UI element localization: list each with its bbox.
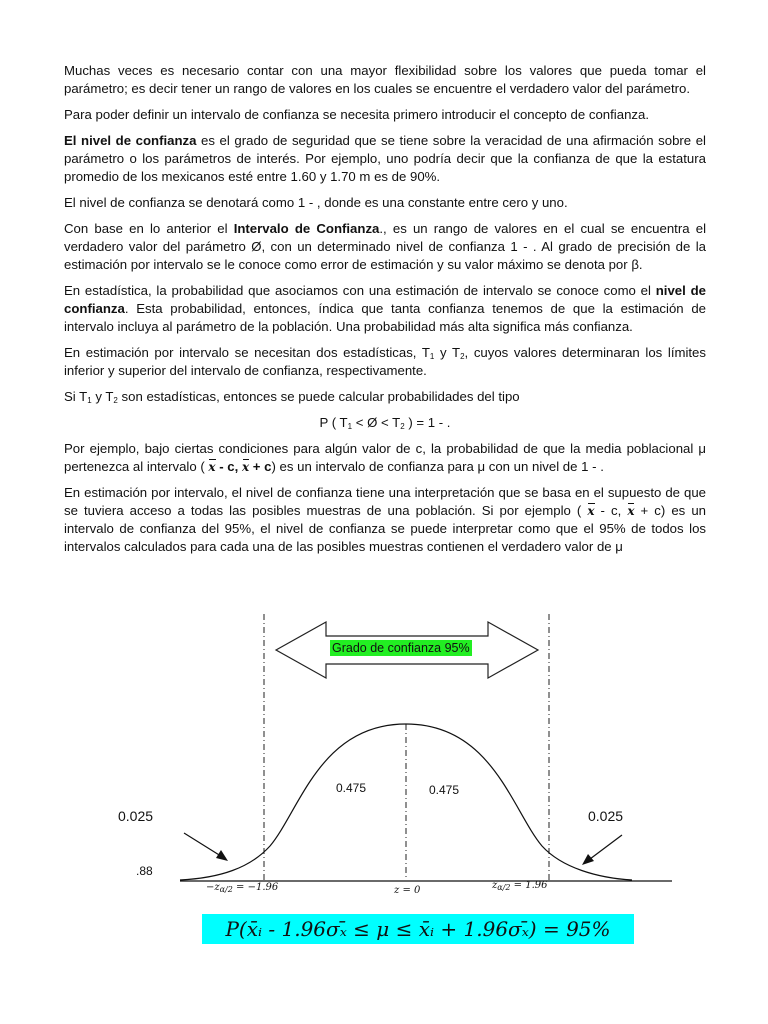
paragraph-11 — [64, 484, 706, 556]
confidence-banner: Grado de confianza 95% — [332, 641, 470, 655]
subscript-2: 2 — [400, 422, 405, 431]
left-y-label: .88 — [136, 864, 153, 878]
normal-distribution-figure — [0, 600, 768, 1024]
z-left-subscript: α/2 — [219, 885, 233, 894]
left-area-label: 0.475 — [336, 781, 367, 795]
paragraph-1 — [64, 62, 706, 98]
paragraph-8 — [64, 388, 706, 406]
term-nivel-de-confianza: El nivel de confianza — [64, 133, 197, 148]
x-bar-symbol: x — [627, 504, 635, 518]
paragraph-8-text-c: son estadísticas, entonces se puede calcular probabilidades del tipo — [117, 389, 520, 404]
z-right-subscript: α/2 — [497, 883, 511, 892]
paragraph-3-text: es el grado de seguridad que se tiene sobre la veracidad de una afirmación sobre el parámetro o los parámetros de interés. Por ejemplo, uno podría decir que la confianza de que la estatura promedio de los mexicanos esté entre 1.60 y 1.70 m es de 90%. — [64, 133, 706, 184]
subscript-1: 1 — [347, 422, 353, 431]
z-right-value: = 1.96 — [510, 880, 548, 891]
paragraph-7 — [64, 344, 706, 380]
z-center-label: z = 0 — [394, 885, 421, 896]
paragraph-7-text-b: y T — [434, 345, 461, 360]
paragraph-8-text-a: Si T — [64, 389, 88, 404]
paragraph-4-text: El nivel de confianza se denotará como 1 - , donde es una constante entre cero y uno. — [64, 195, 568, 210]
document-body — [64, 62, 706, 564]
paragraph-10-text-a: Por ejemplo, bajo ciertas condiciones para algún valor de c, la probabilidad de que la media poblacional μ pertenezca al intervalo ( — [64, 441, 706, 474]
probability-expression-a: P ( T — [319, 415, 348, 430]
right-tail-label: 0.025 — [588, 808, 624, 824]
x-bar-symbol: x — [241, 460, 250, 474]
z-left-value: = −1.96 — [232, 882, 279, 893]
paragraph-10-text-c: + c — [252, 459, 272, 474]
probability-expression-b: < Ø < T — [352, 415, 401, 430]
term-nivel-de-confianza-2: nivel de confianza — [64, 283, 706, 316]
paragraph-1-text: Muchas veces es necesario contar con una mayor flexibilidad sobre los valores que pueda tomar el parámetro; es decir tener un rango de valores en los cuales se encuentre el verdadero valor del parámetro. — [64, 63, 706, 96]
paragraph-7-text-c: , cuyos valores determinaran los límites inferior y superior del intervalo de confianza, respectivamente. — [64, 345, 706, 378]
term-intervalo-de-confianza: Intervalo de Confianza — [233, 221, 380, 236]
paragraph-2 — [64, 106, 706, 124]
normal-curve-diagram — [0, 600, 768, 1024]
probability-expression-c: ) = 1 - . — [404, 415, 451, 430]
paragraph-6-text-b: . Esta probabilidad, entonces, índica que tanta confianza tenemos de que la estimación de intervalo incluya al parámetro de la población. Una probabilidad más alta significa más confianza. — [64, 301, 706, 334]
paragraph-10 — [64, 440, 706, 476]
z-right-label — [492, 880, 547, 891]
right-area-label: 0.475 — [429, 783, 460, 797]
paragraph-5-text-a: Con base en lo anterior el — [64, 221, 234, 236]
paragraph-5 — [64, 220, 706, 274]
paragraph-4 — [64, 194, 706, 212]
paragraph-10-text-b: - c, — [215, 459, 239, 474]
subscript-1: 1 — [87, 396, 92, 405]
subscript-2: 2 — [113, 396, 118, 405]
right-tail-arrow-head — [582, 854, 594, 865]
paragraph-11-text-a: En estimación por intervalo, el nivel de confianza tiene una interpretación que se basa en el supuesto de que se tuviera acceso a todas las posibles muestras de una población. Si por ejemplo ( — [64, 485, 706, 518]
paragraph-5-text-b: ., es un rango de valores en el cual se encuentra el verdadero valor del parámetro Ø, con un determinado nivel de confianza 1 - . Al grado de precisión de la estimación por intervalo se le conoce como error de estimación y su valor máximo se denota por β. — [64, 221, 706, 272]
left-tail-arrow-head — [216, 850, 228, 861]
probability-expression — [64, 414, 706, 432]
x-bar-symbol: x — [208, 460, 216, 474]
paragraph-6 — [64, 282, 706, 336]
confidence-interval-formula: P(x̄ᵢ - 1.96σₓ̄ ≤ μ ≤ x̄ᵢ + 1.96σₓ̄) = 95% — [202, 914, 634, 944]
x-bar-symbol: x — [587, 504, 595, 518]
paragraph-11-text-c: + c) es un intervalo de confianza del 95%, el nivel de confianza se puede interpretar como que el 95% de todos los intervalos calculados para cada una de las posibles muestras contienen el verdadero valor de μ — [64, 503, 706, 554]
paragraph-7-text-a: En estimación por intervalo se necesitan dos estadísticas, T — [64, 345, 430, 360]
paragraph-3 — [64, 132, 706, 186]
paragraph-2-text: Para poder definir un intervalo de confianza se necesita primero introducir el concepto de confianza. — [64, 107, 649, 122]
z-left-symbol: −z — [206, 882, 220, 893]
subscript-1: 1 — [429, 352, 435, 361]
paragraph-11-text-b: - c, — [594, 503, 622, 518]
z-left-label — [206, 882, 278, 893]
right-tail-arrow — [586, 835, 622, 862]
subscript-2: 2 — [460, 352, 465, 361]
paragraph-8-text-b: y T — [91, 389, 114, 404]
left-tail-label: 0.025 — [118, 808, 154, 824]
paragraph-6-text-a: En estadística, la probabilidad que asociamos con una estimación de intervalo se conoce como el — [64, 283, 656, 298]
left-tail-arrow — [184, 833, 224, 858]
paragraph-10-text-d: ) es un intervalo de confianza para μ con un nivel de 1 - . — [271, 459, 604, 474]
z-right-symbol: z — [492, 880, 498, 891]
